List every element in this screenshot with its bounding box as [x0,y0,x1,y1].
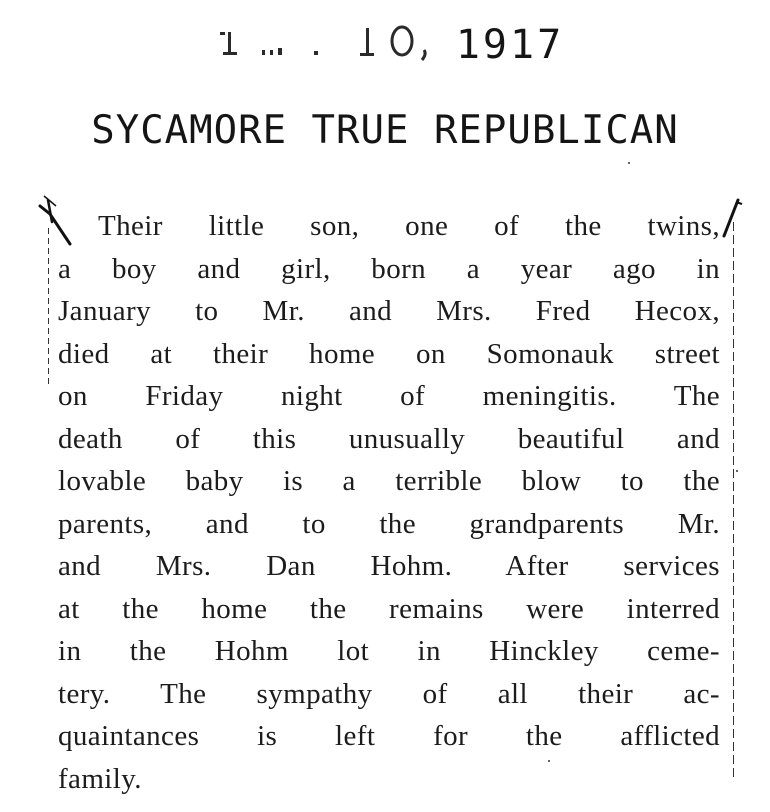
article-line: lovable baby is a terrible blow to the [58,465,720,497]
dateline [0,22,770,68]
article-line: in the Hohm lot in Hinckley ceme- [58,635,720,667]
dateline-year: 1917 [455,22,565,68]
article-line: quaintances is left for the afflicted [58,720,720,752]
scan-speck [628,162,630,164]
article-line: on Friday night of meningitis. The [58,380,720,412]
left-margin-rule [48,228,49,388]
masthead: SYCAMORE TRUE REPUBLICAN [91,108,679,153]
pen-tick-mark-icon [716,196,746,244]
article-line: tery. The sympathy of all their ac- [58,677,720,710]
article-line: Their little son, one of the twins, [98,210,720,242]
right-margin-rule [733,222,734,778]
scan-speck [548,760,550,762]
scan-speck [736,470,738,472]
article-line: at the home the remains were interred [58,592,720,625]
article-line: and Mrs. Dan Hohm. After services [58,550,720,582]
article-line: death of this unusually beautiful and [58,422,720,455]
article-line: parents, and to the grandparents Mr. [58,507,720,540]
article-line: family. [58,762,142,795]
obituary-article [58,205,720,800]
article-line: a boy and girl, born a year ago in [58,252,720,285]
article-line: January to Mr. and Mrs. Fred Hecox, [58,295,720,327]
faded-date-fragment-icon [206,22,456,62]
article-line: died at their home on Somonauk street [58,337,720,370]
